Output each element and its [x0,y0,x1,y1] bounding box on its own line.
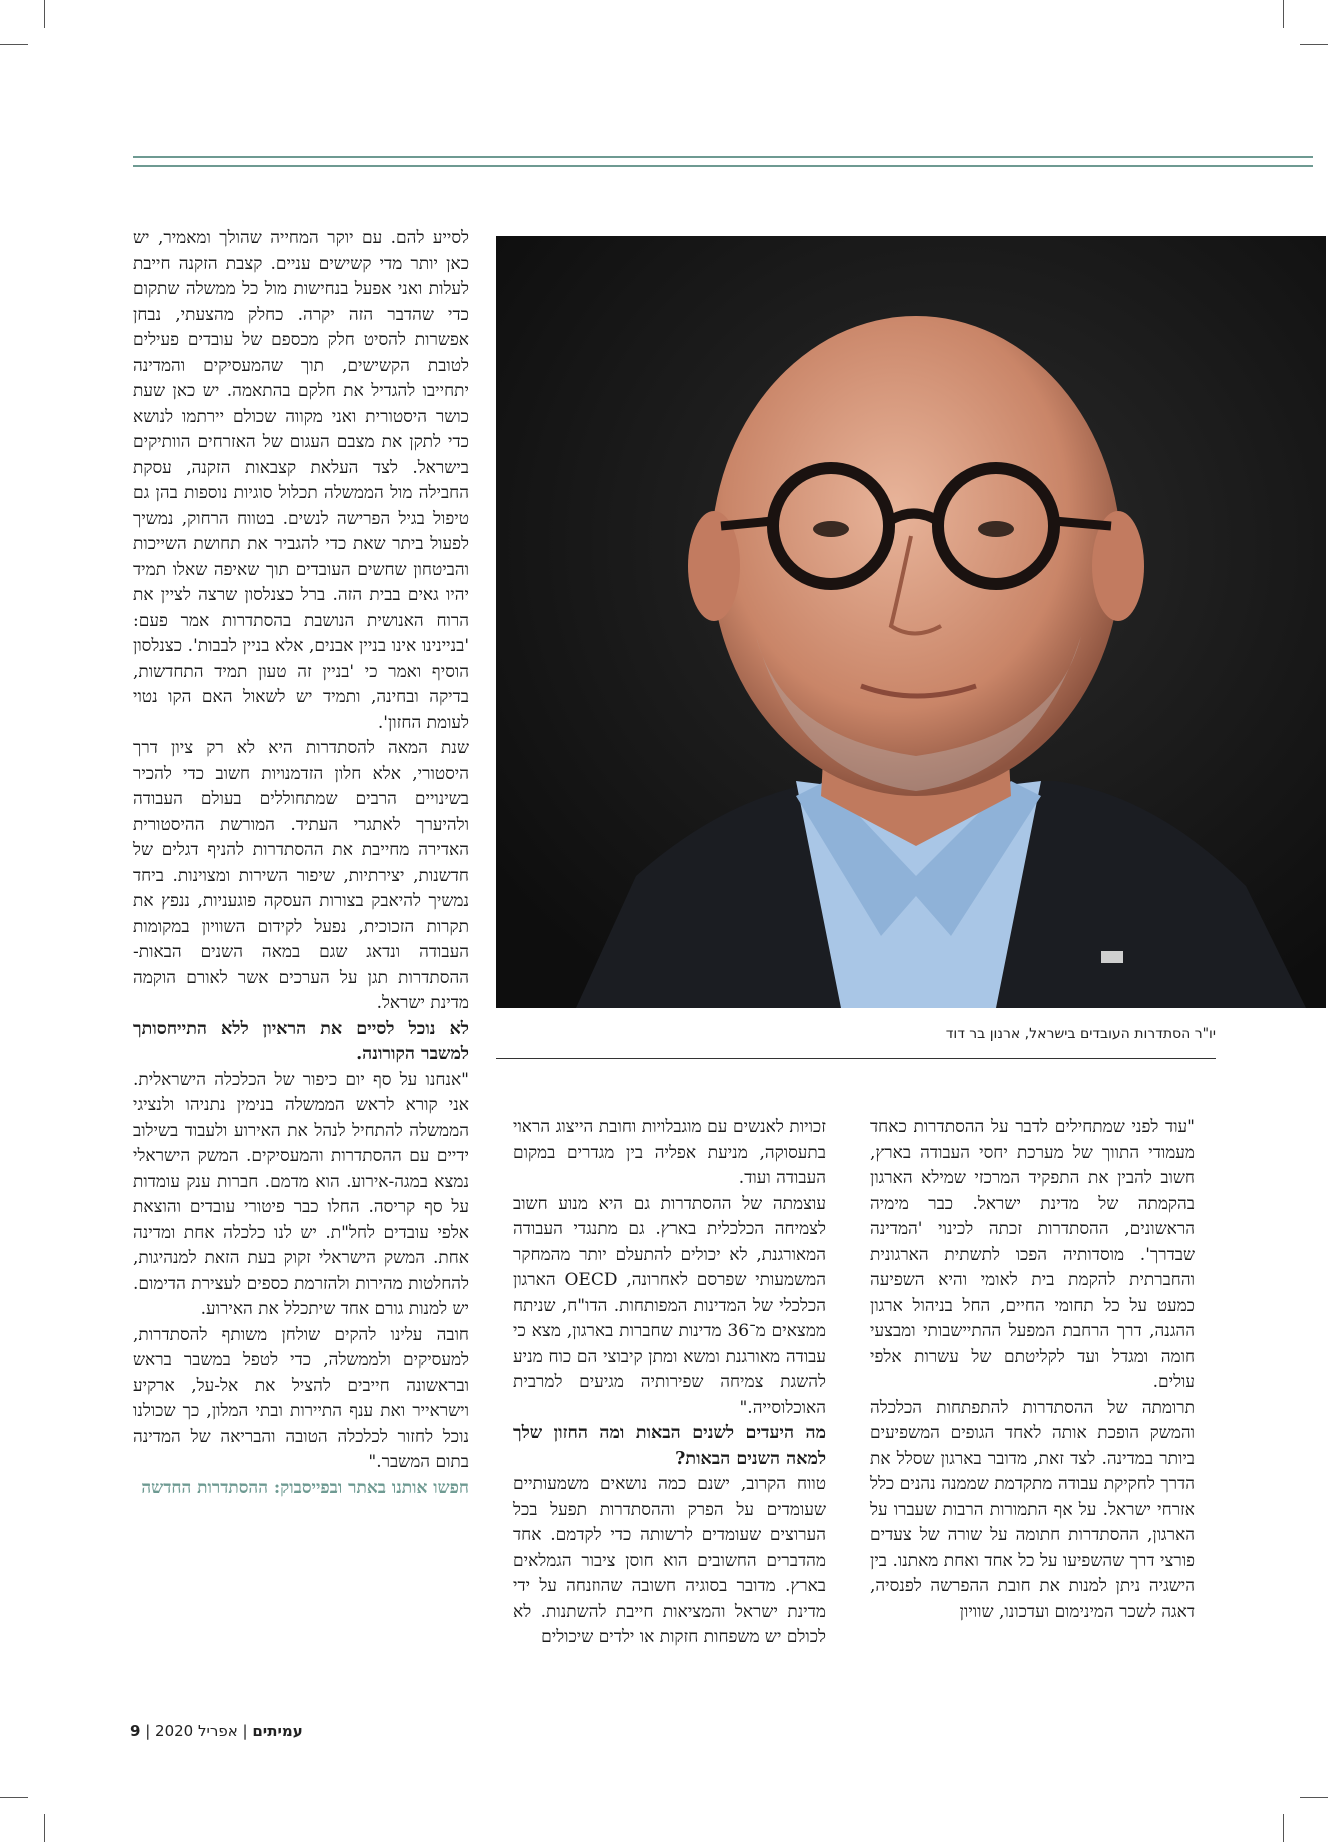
paragraph: זכויות לאנשים עם מוגבלויות וחובת הייצוג הראוי בתעסוקה, מניעת אפליה בין מגדרים במקום העבודה ועוד. [513,1117,826,1188]
paragraph: חובה עלינו להקים שולחן משותף להסתדרות, למעסיקים ולממשלה, כדי לטפל במשבר בראש ובראשונה חייבים להציל את אל-על, ארקיע וישראייר ואת ענף התיירות ובתי המלון, כך שכולנו נוכל לחזור לכלכלה הטובה והבריאה של המדינה בתום המשבר." [133,1324,469,1472]
article-column-left [870,1115,1195,1625]
header-rule [133,156,1313,158]
paragraph: תרומתה של ההסתדרות להתפתחות הכלכלה והמשק הופכת אותה לאחד הגופים המשפיעים ביותר במדינה. לצד זאת, מדובר בארגון שסלל את הדרך לחקיקת עבודה מתקדמת שממנה נהנים כלל אזרחי ישראל. על אף התמורות הרבות שעברו על הארגון, ההסתדרות חתומה על שורה של צעדים פורצי דרך שהשפיעו על כל אחד ואחת מאתנו. בין הישגיה ניתן למנות את חובת ההפרשה לפנסיה, דאגה לשכר המינימום ועדכונו, שוויון [870,1397,1195,1622]
crop-mark [1283,1814,1284,1842]
issue-date: אפריל 2020 [155,1722,238,1740]
paragraph: טווח הקרוב, ישנם כמה נושאים משמעותיים שעומדים על הפרק וההסתדרות תפעל בכל הערוצים שעומדים לרשותה כדי לקדמם. אחד מהדברים החשובים הוא חוסן ציבור הגמלאים בארץ. מדובר בסוגיה חשובה שהוזנחה על ידי מדינת ישראל והמציאות חייבת להשתנות. לא לכולם יש משפחות חזקות או ילדים שיכולים [513,1474,826,1647]
crop-mark [44,0,45,28]
portrait-photo [496,236,1326,1008]
crop-mark [0,1797,28,1798]
header-rule [133,165,1313,167]
social-cta: חפשו אותנו באתר ובפייסבוק: ההסתדרות החדשה [141,1477,469,1498]
footer-separator: | [237,1722,248,1740]
magazine-name: עמיתים [252,1722,303,1740]
paragraph: שנת המאה להסתדרות היא לא רק ציון דרך היסטורי, אלא חלון הזדמנויות חשוב כדי להכיר בשינויים הרבים שמתחוללים בעולם העבודה ולהיערך לאתגרי העתיד. המורשת ההיסטורית האדירה מחייבת את ההסתדרות להניף דגלים של חדשנות, יצירתיות, שיפור השירות ומצוינות. ביחד נמשיך להיאבק בצורות העסקה פוגעניות, ננפץ את תקרות הזכוכית, נפעל לקידום השוויון במקומות העבודה ונדאג שגם במאה השנים הבאות- ההסתדרות תגן על הערכים אשר לאורם הוקמה מדינת ישראל. [133,738,469,1013]
article-column-middle [513,1115,826,1651]
crop-mark [1283,0,1284,28]
paragraph: "אנחנו על סף יום כיפור של הכלכלה הישראלית. אני קורא לראש הממשלה בנימין נתניהו ולנציגי הממשלה להתחיל לנהל את האירוע ולעבוד בשילוב ידיים עם ההסתדרות והמעסיקים. המשק הישראלי נמצא במגה-אירוע. הוא מדמם. חברות ענק עומדות על סף קריסה. החלו כבר פיטורי עובדים והוצאת אלפי עובדים לחל"ת. יש לנו כלכלה אחת ומדינה אחת. המשק הישראלי זקוק בעת הזאת למנהיגות, להחלטות מהירות ולהזרמת כספים לעצירת הדימום. יש למנות גורם אחד שיתכלל את האירוע. [133,1069,469,1319]
crop-mark [44,1814,45,1842]
crop-mark [1300,44,1328,45]
photo-caption: יו"ר הסתדרות העובדים בישראל, ארנון בר דוד [945,1026,1216,1042]
interview-question: לא נוכל לסיים את הראיון ללא התייחסותך למשבר הקורונה. [133,1018,469,1064]
portrait-illustration [496,236,1326,1008]
article-column-right [133,226,469,1501]
footer-separator: | [140,1722,151,1740]
interview-question: מה היעדים לשנים הבאות ומה החזון שלך למאה השנים הבאות? [513,1423,826,1469]
paragraph: "עוד לפני שמתחילים לדבר על ההסתדרות כאחד מעמודי התווך של מערכת יחסי העבודה בארץ, חשוב להבין את התפקיד המרכזי שמילא הארגון בהקמתה של מדינת ישראל. כבר מימיה הראשונים, ההסתדרות זכתה לכינוי 'המדינה שבדרך'. מוסדותיה הפכו לתשתית הארגונית והחברתית להקמת בית לאומי והיא השפיעה כמעט על כל תחומי החיים, החל בניהול ארגון ההגנה, דרך הרחבת המפעל ההתיישבותי ומבצעי חומה ומגדל ועד לקליטתם של עשרות אלפי עולים. [870,1117,1195,1392]
crop-mark [1300,1797,1328,1798]
paragraph: לסייע להם. עם יוקר המחייה שהולך ומאמיר, יש כאן יותר מדי קשישים עניים. קצבת הזקנה חייבת לעלות ואני אפעל בנחישות מול כל ממשלה שתקום כדי שהדבר הזה יקרה. כחלק מהצעתי, נבחן אפשרות להסיט חלק מכספם של עובדים פעילים לטובת הקשישים, תוך שהמעסיקים והמדינה יתחייבו להגדיל את חלקם בהתאמה. יש כאן שעת כושר היסטורית ואני מקווה שכולם יירתמו לנושא כדי לתקן את מצבם העגום של האזרחים הוותיקים בישראל. לצד העלאת קצבאות הזקנה, עסקת החבילה מול הממשלה תכלול סוגיות נוספות בהן גם טיפול בגיל הפרישה לנשים. בטווח הרחוק, נמשיך לפעול ביתר שאת כדי להגביר את תחושת השייכות והביטחון שחשים העובדים תוך שאיפה שאלו תמיד יהיו גאים בבית הזה. ברל כצנלסון שרצה לציין את הרוח האנושית הנושבת בהסתדרות אמר פעם: 'בניינינו אינו בניין אבנים, אלא בניין לבבות'. כצנלסון הוסיף ואמר כי 'בניין זה טעון תמיד התחדשות, בדיקה ובחינה, ותמיד יש לשאול האם הקו נטוי לעומת החזון'. [133,228,469,733]
page-footer [130,1722,303,1740]
paragraph: עוצמתה של ההסתדרות גם היא מנוע חשוב לצמיחה הכלכלית בארץ. גם מתנגדי העבודה המאורגנת, לא יכולים להתעלם יותר מהמחקר המשמעותי שפרסם לאחרונה, OECD הארגון הכלכלי של המדינות המפותחות. הדו"ח, שניתח ממצאים מ־36 מדינות שחברות בארגון, מצא כי עבודה מאורגנת ומשא ומתן קיבוצי הם כוח מניע להשגת צמיחה שפירותיה מגיעים למרבית האוכלוסייה." [513,1193,826,1418]
crop-mark [0,44,28,45]
page-number: 9 [130,1722,141,1740]
caption-rule [496,1058,1216,1059]
